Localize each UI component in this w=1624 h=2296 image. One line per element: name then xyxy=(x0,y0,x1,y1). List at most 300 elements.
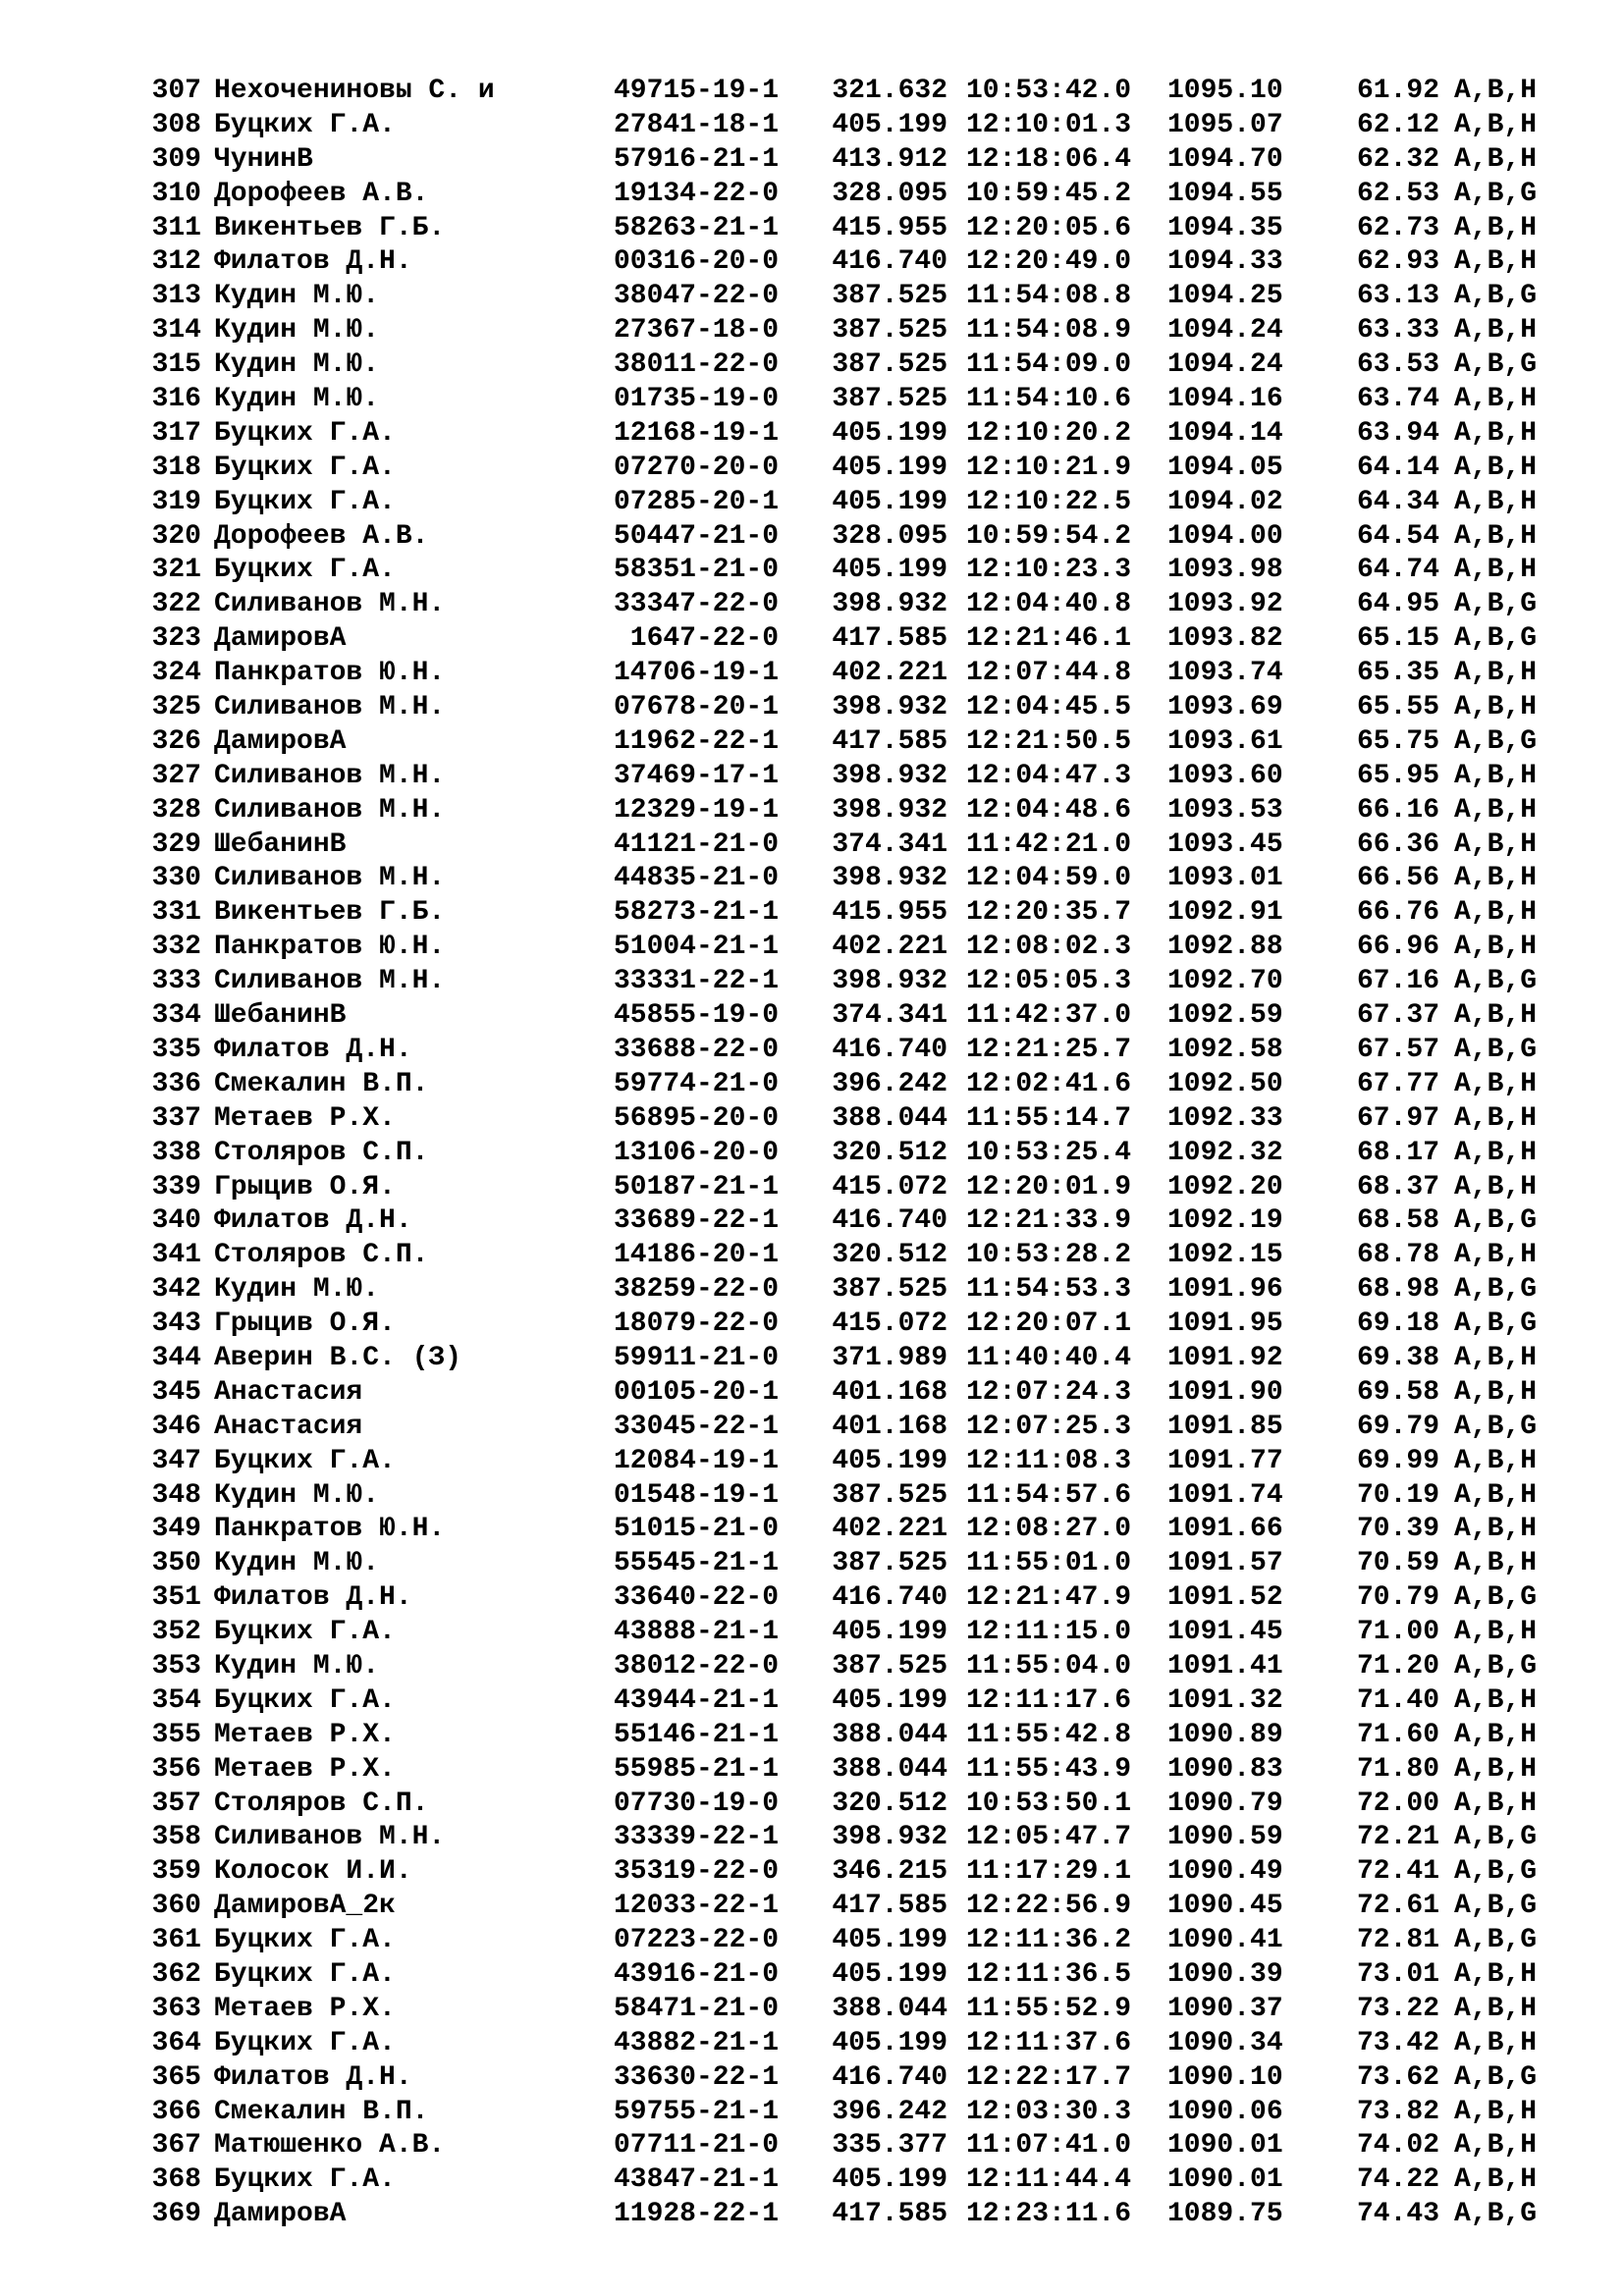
category-flags: A,B,H xyxy=(1454,897,1538,929)
coefficient-value: 73.62 xyxy=(1356,2061,1439,2093)
speed-value: 1093.61 xyxy=(1167,725,1283,757)
ring-number: 33331-22-1 xyxy=(613,966,779,997)
distance-value: 405.199 xyxy=(832,109,947,140)
coefficient-value: 64.54 xyxy=(1356,520,1439,552)
category-flags: A,B,G xyxy=(1454,1034,1538,1065)
distance-value: 388.044 xyxy=(832,1719,947,1750)
coefficient-value: 70.79 xyxy=(1356,1582,1439,1614)
result-row xyxy=(144,2198,1558,2232)
distance-value: 417.585 xyxy=(832,1891,947,1922)
arrival-time: 12:11:36.5 xyxy=(966,1958,1132,1990)
category-flags: A,B,G xyxy=(1454,1308,1538,1340)
ring-number: 38259-22-0 xyxy=(613,1274,779,1306)
distance-value: 416.740 xyxy=(832,1034,947,1065)
ring-number: 14186-20-1 xyxy=(613,1240,779,1271)
speed-value: 1090.06 xyxy=(1167,2096,1283,2127)
place-number: 367 xyxy=(151,2130,201,2162)
result-row xyxy=(144,1479,1558,1514)
result-row xyxy=(144,760,1558,794)
coefficient-value: 68.37 xyxy=(1356,1171,1439,1202)
place-number: 353 xyxy=(151,1650,201,1682)
speed-value: 1092.88 xyxy=(1167,932,1283,963)
result-row xyxy=(144,383,1558,417)
arrival-time: 10:53:50.1 xyxy=(966,1788,1132,1819)
speed-value: 1091.74 xyxy=(1167,1479,1283,1511)
participant-name: Буцких Г.А. xyxy=(214,1925,396,1956)
result-row xyxy=(144,75,1558,109)
category-flags: A,B,H xyxy=(1454,1479,1538,1511)
arrival-time: 12:21:46.1 xyxy=(966,623,1132,655)
place-number: 310 xyxy=(151,178,201,209)
participant-name: Филатов Д.Н. xyxy=(214,1034,412,1065)
distance-value: 405.199 xyxy=(832,1958,947,1990)
place-number: 363 xyxy=(151,1993,201,2024)
speed-value: 1090.01 xyxy=(1167,2164,1283,2196)
place-number: 321 xyxy=(151,555,201,586)
arrival-time: 12:11:44.4 xyxy=(966,2164,1132,2196)
distance-value: 405.199 xyxy=(832,1445,947,1476)
category-flags: A,B,G xyxy=(1454,1650,1538,1682)
place-number: 344 xyxy=(151,1342,201,1373)
result-row xyxy=(144,588,1558,622)
arrival-time: 12:23:11.6 xyxy=(966,2199,1132,2230)
arrival-time: 10:53:25.4 xyxy=(966,1137,1132,1168)
result-row xyxy=(144,486,1558,520)
category-flags: A,B,H xyxy=(1454,1514,1538,1545)
speed-value: 1094.14 xyxy=(1167,417,1283,449)
speed-value: 1093.45 xyxy=(1167,828,1283,860)
speed-value: 1091.85 xyxy=(1167,1411,1283,1442)
speed-value: 1090.49 xyxy=(1167,1856,1283,1888)
participant-name: Столяров С.П. xyxy=(214,1788,429,1819)
result-row xyxy=(144,554,1558,588)
category-flags: A,B,G xyxy=(1454,1411,1538,1442)
ring-number: 38047-22-0 xyxy=(613,281,779,312)
result-row xyxy=(144,1513,1558,1547)
result-row xyxy=(144,1137,1558,1171)
speed-value: 1095.10 xyxy=(1167,76,1283,106)
coefficient-value: 65.15 xyxy=(1356,623,1439,655)
category-flags: A,B,H xyxy=(1454,1753,1538,1785)
participant-name: Кудин М.Ю. xyxy=(214,1650,380,1682)
ring-number: 11928-22-1 xyxy=(613,2199,779,2230)
ring-number: 01548-19-1 xyxy=(613,1479,779,1511)
participant-name: Филатов Д.Н. xyxy=(214,1205,412,1237)
ring-number: 27367-18-0 xyxy=(613,315,779,347)
result-row xyxy=(144,1445,1558,1479)
ring-number: 37469-17-1 xyxy=(613,760,779,791)
speed-value: 1090.10 xyxy=(1167,2061,1283,2093)
ring-number: 18079-22-0 xyxy=(613,1308,779,1340)
result-row xyxy=(144,1821,1558,1855)
category-flags: A,B,G xyxy=(1454,281,1538,312)
category-flags: A,B,H xyxy=(1454,1445,1538,1476)
coefficient-value: 67.57 xyxy=(1356,1034,1439,1065)
participant-name: ДамировА_2к xyxy=(214,1891,396,1922)
place-number: 315 xyxy=(151,349,201,381)
arrival-time: 12:04:48.6 xyxy=(966,794,1132,826)
category-flags: A,B,G xyxy=(1454,1856,1538,1888)
place-number: 332 xyxy=(151,932,201,963)
distance-value: 328.095 xyxy=(832,520,947,552)
ring-number: 00105-20-1 xyxy=(613,1376,779,1408)
participant-name: ДамировА xyxy=(214,623,347,655)
participant-name: Столяров С.П. xyxy=(214,1137,429,1168)
distance-value: 402.221 xyxy=(832,1514,947,1545)
place-number: 322 xyxy=(151,589,201,620)
arrival-time: 12:22:56.9 xyxy=(966,1891,1132,1922)
arrival-time: 12:05:05.3 xyxy=(966,966,1132,997)
distance-value: 416.740 xyxy=(832,246,947,278)
arrival-time: 12:02:41.6 xyxy=(966,1068,1132,1099)
participant-name: Панкратов Ю.Н. xyxy=(214,1514,446,1545)
result-row xyxy=(144,725,1558,760)
ring-number: 50447-21-0 xyxy=(613,520,779,552)
arrival-time: 11:17:29.1 xyxy=(966,1856,1132,1888)
distance-value: 387.525 xyxy=(832,315,947,347)
distance-value: 396.242 xyxy=(832,1068,947,1099)
speed-value: 1091.57 xyxy=(1167,1548,1283,1579)
result-row xyxy=(144,2096,1558,2130)
result-row xyxy=(144,280,1558,314)
participant-name: Буцких Г.А. xyxy=(214,1958,396,1990)
result-row xyxy=(144,2129,1558,2163)
coefficient-value: 61.92 xyxy=(1356,76,1439,106)
participant-name: Панкратов Ю.Н. xyxy=(214,932,446,963)
place-number: 358 xyxy=(151,1822,201,1853)
ring-number: 33689-22-1 xyxy=(613,1205,779,1237)
participant-name: ДамировА xyxy=(214,725,347,757)
result-row xyxy=(144,828,1558,863)
place-number: 365 xyxy=(151,2061,201,2093)
participant-name: Силиванов М.Н. xyxy=(214,692,446,723)
arrival-time: 12:21:25.7 xyxy=(966,1034,1132,1065)
participant-name: Буцких Г.А. xyxy=(214,1617,396,1648)
category-flags: A,B,H xyxy=(1454,1617,1538,1648)
ring-number: 07285-20-1 xyxy=(613,486,779,517)
arrival-time: 11:54:10.6 xyxy=(966,384,1132,415)
ring-number: 07270-20-0 xyxy=(613,452,779,483)
place-number: 330 xyxy=(151,863,201,894)
place-number: 323 xyxy=(151,623,201,655)
distance-value: 387.525 xyxy=(832,1650,947,1682)
ring-number: 38012-22-0 xyxy=(613,1650,779,1682)
result-row xyxy=(144,178,1558,212)
speed-value: 1092.19 xyxy=(1167,1205,1283,1237)
speed-value: 1094.55 xyxy=(1167,178,1283,209)
coefficient-value: 66.16 xyxy=(1356,794,1439,826)
participant-name: Анастасия xyxy=(214,1376,363,1408)
distance-value: 402.221 xyxy=(832,658,947,689)
ring-number: 45855-19-0 xyxy=(613,1000,779,1032)
coefficient-value: 72.21 xyxy=(1356,1822,1439,1853)
speed-value: 1089.75 xyxy=(1167,2199,1283,2230)
ring-number: 33688-22-0 xyxy=(613,1034,779,1065)
category-flags: A,B,G xyxy=(1454,966,1538,997)
place-number: 357 xyxy=(151,1788,201,1819)
participant-name: Кудин М.Ю. xyxy=(214,1274,380,1306)
coefficient-value: 66.56 xyxy=(1356,863,1439,894)
ring-number: 58273-21-1 xyxy=(613,897,779,929)
result-row xyxy=(144,1342,1558,1376)
coefficient-value: 62.32 xyxy=(1356,143,1439,175)
ring-number: 59755-21-1 xyxy=(613,2096,779,2127)
participant-name: Буцких Г.А. xyxy=(214,1445,396,1476)
coefficient-value: 66.76 xyxy=(1356,897,1439,929)
coefficient-value: 66.96 xyxy=(1356,932,1439,963)
distance-value: 387.525 xyxy=(832,1274,947,1306)
category-flags: A,B,H xyxy=(1454,315,1538,347)
place-number: 313 xyxy=(151,281,201,312)
participant-name: Метаев Р.Х. xyxy=(214,1102,396,1134)
category-flags: A,B,H xyxy=(1454,2130,1538,2162)
place-number: 339 xyxy=(151,1171,201,1202)
coefficient-value: 72.41 xyxy=(1356,1856,1439,1888)
distance-value: 405.199 xyxy=(832,1617,947,1648)
place-number: 336 xyxy=(151,1068,201,1099)
category-flags: A,B,H xyxy=(1454,1171,1538,1202)
distance-value: 415.072 xyxy=(832,1171,947,1202)
ring-number: 33640-22-0 xyxy=(613,1582,779,1614)
category-flags: A,B,H xyxy=(1454,2164,1538,2196)
participant-name: Смекалин В.П. xyxy=(214,1068,429,1099)
category-flags: A,B,H xyxy=(1454,1137,1538,1168)
category-flags: A,B,H xyxy=(1454,1000,1538,1032)
arrival-time: 12:04:45.5 xyxy=(966,692,1132,723)
arrival-time: 12:11:37.6 xyxy=(966,2027,1132,2058)
category-flags: A,B,G xyxy=(1454,1274,1538,1306)
arrival-time: 10:59:45.2 xyxy=(966,178,1132,209)
distance-value: 320.512 xyxy=(832,1137,947,1168)
distance-value: 387.525 xyxy=(832,1479,947,1511)
ring-number: 43944-21-1 xyxy=(613,1684,779,1716)
distance-value: 405.199 xyxy=(832,1684,947,1716)
participant-name: ШебанинВ xyxy=(214,1000,347,1032)
result-row xyxy=(144,794,1558,828)
arrival-time: 11:54:57.6 xyxy=(966,1479,1132,1511)
arrival-time: 11:07:41.0 xyxy=(966,2130,1132,2162)
arrival-time: 12:18:06.4 xyxy=(966,143,1132,175)
category-flags: A,B,H xyxy=(1454,658,1538,689)
category-flags: A,B,G xyxy=(1454,2061,1538,2093)
result-row xyxy=(144,1068,1558,1102)
ring-number: 27841-18-1 xyxy=(613,109,779,140)
place-number: 359 xyxy=(151,1856,201,1888)
arrival-time: 12:21:33.9 xyxy=(966,1205,1132,1237)
distance-value: 321.632 xyxy=(832,76,947,106)
place-number: 317 xyxy=(151,417,201,449)
distance-value: 398.932 xyxy=(832,589,947,620)
distance-value: 374.341 xyxy=(832,1000,947,1032)
speed-value: 1091.41 xyxy=(1167,1650,1283,1682)
speed-value: 1092.50 xyxy=(1167,1068,1283,1099)
category-flags: A,B,G xyxy=(1454,178,1538,209)
participant-name: Филатов Д.Н. xyxy=(214,246,412,278)
participant-name: Силиванов М.Н. xyxy=(214,863,446,894)
participant-name: Метаев Р.Х. xyxy=(214,1993,396,2024)
category-flags: A,B,H xyxy=(1454,1342,1538,1373)
place-number: 360 xyxy=(151,1891,201,1922)
coefficient-value: 72.81 xyxy=(1356,1925,1439,1956)
arrival-time: 12:05:47.7 xyxy=(966,1822,1132,1853)
speed-value: 1091.52 xyxy=(1167,1582,1283,1614)
place-number: 355 xyxy=(151,1719,201,1750)
result-row xyxy=(144,691,1558,725)
result-row xyxy=(144,1102,1558,1137)
category-flags: A,B,H xyxy=(1454,1993,1538,2024)
ring-number: 51004-21-1 xyxy=(613,932,779,963)
category-flags: A,B,H xyxy=(1454,384,1538,415)
speed-value: 1092.59 xyxy=(1167,1000,1283,1032)
category-flags: A,B,H xyxy=(1454,520,1538,552)
result-row xyxy=(144,1581,1558,1616)
distance-value: 405.199 xyxy=(832,452,947,483)
result-row xyxy=(144,622,1558,657)
place-number: 352 xyxy=(151,1617,201,1648)
speed-value: 1094.35 xyxy=(1167,212,1283,243)
coefficient-value: 73.01 xyxy=(1356,1958,1439,1990)
speed-value: 1093.53 xyxy=(1167,794,1283,826)
distance-value: 371.989 xyxy=(832,1342,947,1373)
place-number: 361 xyxy=(151,1925,201,1956)
coefficient-value: 74.43 xyxy=(1356,2199,1439,2230)
participant-name: Кудин М.Ю. xyxy=(214,349,380,381)
arrival-time: 11:54:08.9 xyxy=(966,315,1132,347)
coefficient-value: 65.35 xyxy=(1356,658,1439,689)
category-flags: A,B,H xyxy=(1454,452,1538,483)
category-flags: A,B,G xyxy=(1454,1925,1538,1956)
coefficient-value: 63.53 xyxy=(1356,349,1439,381)
ring-number: 43882-21-1 xyxy=(613,2027,779,2058)
participant-name: Смекалин В.П. xyxy=(214,2096,429,2127)
ring-number: 11962-22-1 xyxy=(613,725,779,757)
participant-name: Кудин М.Ю. xyxy=(214,1479,380,1511)
participant-name: Буцких Г.А. xyxy=(214,452,396,483)
participant-name: Силиванов М.Н. xyxy=(214,1822,446,1853)
place-number: 348 xyxy=(151,1479,201,1511)
participant-name: ШебанинВ xyxy=(214,828,347,860)
category-flags: A,B,H xyxy=(1454,1958,1538,1990)
result-row xyxy=(144,348,1558,383)
arrival-time: 12:10:22.5 xyxy=(966,486,1132,517)
category-flags: A,B,H xyxy=(1454,417,1538,449)
speed-value: 1093.98 xyxy=(1167,555,1283,586)
place-number: 326 xyxy=(151,725,201,757)
distance-value: 416.740 xyxy=(832,2061,947,2093)
participant-name: Силиванов М.Н. xyxy=(214,589,446,620)
category-flags: A,B,G xyxy=(1454,2199,1538,2230)
coefficient-value: 71.20 xyxy=(1356,1650,1439,1682)
category-flags: A,B,H xyxy=(1454,76,1538,106)
arrival-time: 12:20:01.9 xyxy=(966,1171,1132,1202)
coefficient-value: 69.58 xyxy=(1356,1376,1439,1408)
ring-number: 50187-21-1 xyxy=(613,1171,779,1202)
result-row xyxy=(144,1788,1558,1822)
category-flags: A,B,G xyxy=(1454,1205,1538,1237)
ring-number: 49715-19-1 xyxy=(613,76,779,106)
distance-value: 415.955 xyxy=(832,212,947,243)
ring-number: 57916-21-1 xyxy=(613,143,779,175)
coefficient-value: 62.73 xyxy=(1356,212,1439,243)
ring-number: 33045-22-1 xyxy=(613,1411,779,1442)
ring-number: 35319-22-0 xyxy=(613,1856,779,1888)
place-number: 369 xyxy=(151,2199,201,2230)
speed-value: 1094.33 xyxy=(1167,246,1283,278)
coefficient-value: 71.00 xyxy=(1356,1617,1439,1648)
participant-name: Буцких Г.А. xyxy=(214,2164,396,2196)
distance-value: 405.199 xyxy=(832,417,947,449)
distance-value: 401.168 xyxy=(832,1411,947,1442)
place-number: 350 xyxy=(151,1548,201,1579)
place-number: 325 xyxy=(151,692,201,723)
place-number: 341 xyxy=(151,1240,201,1271)
distance-value: 405.199 xyxy=(832,1925,947,1956)
coefficient-value: 65.55 xyxy=(1356,692,1439,723)
ring-number: 14706-19-1 xyxy=(613,658,779,689)
ring-number: 00316-20-0 xyxy=(613,246,779,278)
arrival-time: 11:55:52.9 xyxy=(966,1993,1132,2024)
participant-name: Буцких Г.А. xyxy=(214,486,396,517)
distance-value: 405.199 xyxy=(832,486,947,517)
distance-value: 416.740 xyxy=(832,1205,947,1237)
result-row xyxy=(144,143,1558,178)
speed-value: 1094.16 xyxy=(1167,384,1283,415)
coefficient-value: 73.42 xyxy=(1356,2027,1439,2058)
speed-value: 1091.32 xyxy=(1167,1684,1283,1716)
result-row xyxy=(144,1684,1558,1719)
coefficient-value: 64.14 xyxy=(1356,452,1439,483)
category-flags: A,B,H xyxy=(1454,1240,1538,1271)
result-row xyxy=(144,1273,1558,1308)
arrival-time: 11:55:42.8 xyxy=(966,1719,1132,1750)
place-number: 343 xyxy=(151,1308,201,1340)
distance-value: 405.199 xyxy=(832,555,947,586)
result-row xyxy=(144,417,1558,452)
participant-name: Кудин М.Ю. xyxy=(214,384,380,415)
distance-value: 415.955 xyxy=(832,897,947,929)
category-flags: A,B,H xyxy=(1454,692,1538,723)
distance-value: 398.932 xyxy=(832,692,947,723)
place-number: 342 xyxy=(151,1274,201,1306)
result-row xyxy=(144,2061,1558,2096)
ring-number: 12084-19-1 xyxy=(613,1445,779,1476)
distance-value: 387.525 xyxy=(832,349,947,381)
distance-value: 415.072 xyxy=(832,1308,947,1340)
coefficient-value: 67.97 xyxy=(1356,1102,1439,1134)
participant-name: Аверин В.С. (З) xyxy=(214,1342,462,1373)
distance-value: 417.585 xyxy=(832,2199,947,2230)
participant-name: Колосок И.И. xyxy=(214,1856,412,1888)
arrival-time: 11:40:40.4 xyxy=(966,1342,1132,1373)
arrival-time: 12:11:17.6 xyxy=(966,1684,1132,1716)
category-flags: A,B,H xyxy=(1454,2096,1538,2127)
place-number: 312 xyxy=(151,246,201,278)
coefficient-value: 69.79 xyxy=(1356,1411,1439,1442)
participant-name: Силиванов М.Н. xyxy=(214,966,446,997)
distance-value: 388.044 xyxy=(832,1753,947,1785)
place-number: 324 xyxy=(151,658,201,689)
ring-number: 58471-21-0 xyxy=(613,1993,779,2024)
arrival-time: 12:04:40.8 xyxy=(966,589,1132,620)
place-number: 327 xyxy=(151,760,201,791)
participant-name: Филатов Д.Н. xyxy=(214,1582,412,1614)
coefficient-value: 72.00 xyxy=(1356,1788,1439,1819)
result-row xyxy=(144,520,1558,555)
category-flags: A,B,H xyxy=(1454,555,1538,586)
result-row xyxy=(144,1308,1558,1342)
place-number: 308 xyxy=(151,109,201,140)
ring-number: 59911-21-0 xyxy=(613,1342,779,1373)
